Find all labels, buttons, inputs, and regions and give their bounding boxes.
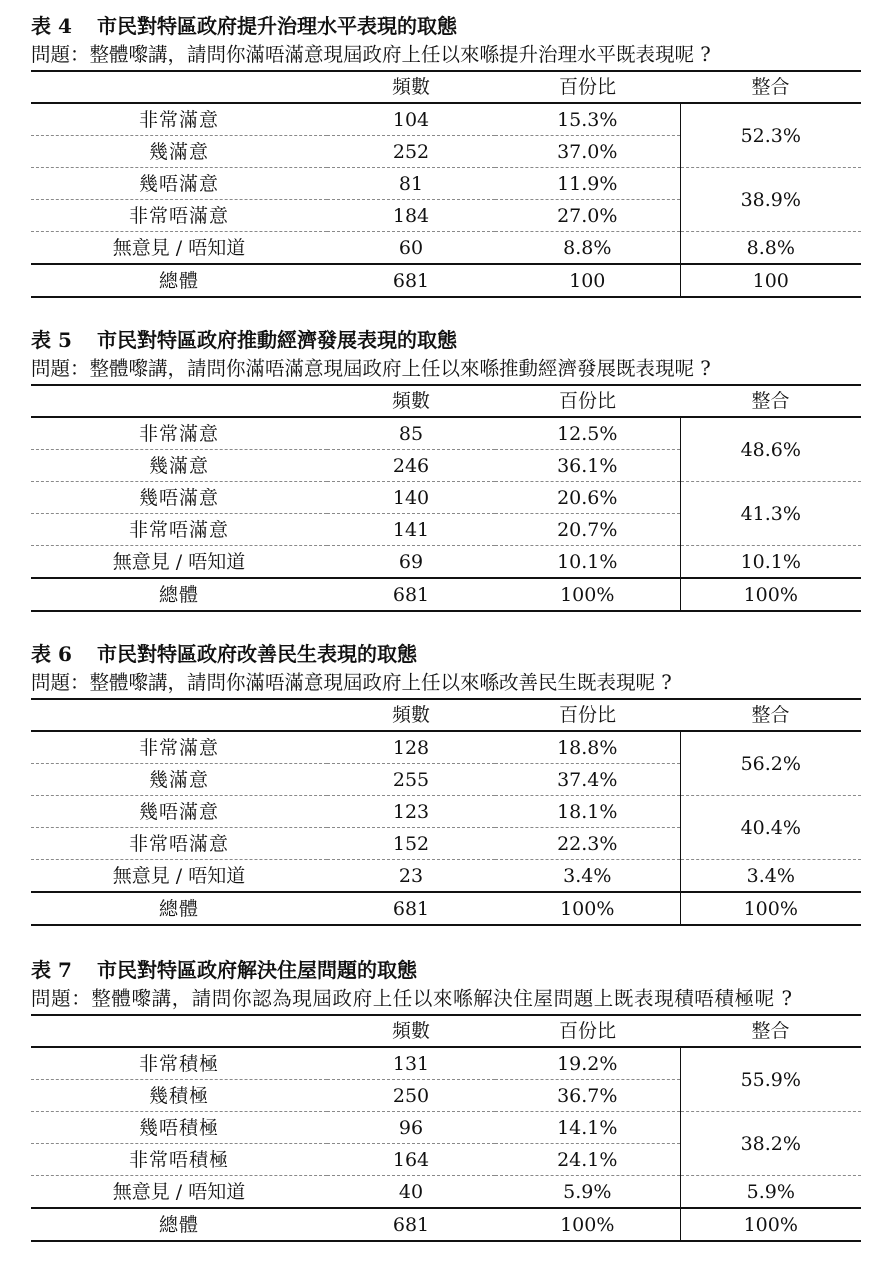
row-percentage: 8.8% [495, 232, 680, 265]
question-text: 問題：整體嚟講，請問你滿唔滿意現屆政府上任以來喺推動經濟發展既表現呢 ? [31, 357, 711, 380]
header-category [31, 71, 327, 103]
row-label: 幾唔滿意 [31, 482, 327, 514]
row-frequency: 255 [327, 764, 495, 796]
row-frequency: 184 [327, 200, 495, 232]
total-row [31, 1208, 861, 1241]
combined-dissatisfied: 41.3% [680, 482, 861, 546]
data-table [31, 698, 861, 926]
combined-satisfied: 56.2% [680, 731, 861, 796]
row-percentage: 12.5% [495, 417, 680, 450]
table-row [31, 1047, 861, 1080]
header-percentage: 百份比 [495, 385, 680, 417]
row-label: 非常滿意 [31, 731, 327, 764]
header-percentage: 百份比 [495, 71, 680, 103]
row-label: 非常積極 [31, 1047, 327, 1080]
table-row [31, 482, 861, 514]
row-frequency: 40 [327, 1176, 495, 1209]
row-percentage: 27.0% [495, 200, 680, 232]
table-number: 表 4 [31, 14, 72, 38]
row-frequency: 152 [327, 828, 495, 860]
total-frequency: 681 [327, 264, 495, 297]
question-text: 問題：整體嚟講，請問你滿唔滿意現屆政府上任以來喺提升治理水平既表現呢 ? [31, 43, 711, 66]
row-label: 非常唔滿意 [31, 828, 327, 860]
row-frequency: 252 [327, 136, 495, 168]
table-row [31, 417, 861, 450]
row-frequency: 250 [327, 1080, 495, 1112]
total-row [31, 892, 861, 925]
table-title-text: 市民對特區政府推動經濟發展表現的取態 [97, 328, 457, 352]
header-frequency: 頻數 [327, 385, 495, 417]
row-label: 非常滿意 [31, 103, 327, 136]
row-frequency: 140 [327, 482, 495, 514]
row-label: 非常唔積極 [31, 1144, 327, 1176]
table-title-text: 市民對特區政府提升治理水平表現的取態 [97, 14, 457, 38]
table-row [31, 103, 861, 136]
row-label: 幾滿意 [31, 450, 327, 482]
header-frequency: 頻數 [327, 71, 495, 103]
row-label: 無意見 / 唔知道 [31, 1176, 327, 1209]
header-row [31, 699, 861, 731]
table-6-section [31, 641, 861, 926]
row-label: 幾滿意 [31, 136, 327, 168]
row-frequency: 85 [327, 417, 495, 450]
table-7-section [31, 957, 861, 1242]
total-row [31, 264, 861, 297]
row-percentage: 20.7% [495, 514, 680, 546]
row-frequency: 60 [327, 232, 495, 265]
table-title [31, 957, 861, 983]
table-row [31, 860, 861, 893]
row-percentage: 36.7% [495, 1080, 680, 1112]
row-percentage: 24.1% [495, 1144, 680, 1176]
row-percentage: 20.6% [495, 482, 680, 514]
row-label: 無意見 / 唔知道 [31, 232, 327, 265]
table-row [31, 731, 861, 764]
data-table [31, 384, 861, 612]
table-title [31, 13, 861, 39]
row-percentage: 14.1% [495, 1112, 680, 1144]
row-frequency: 123 [327, 796, 495, 828]
total-frequency: 681 [327, 1208, 495, 1241]
question-text: 問題：整體嚟講，請問你認為現屆政府上任以來喺解決住屋問題上既表現積唔積極呢 ? [31, 987, 793, 1010]
row-percentage: 5.9% [495, 1176, 680, 1209]
total-combined: 100% [680, 578, 861, 611]
combined-positive: 55.9% [680, 1047, 861, 1112]
header-category [31, 699, 327, 731]
total-row [31, 578, 861, 611]
row-percentage: 37.4% [495, 764, 680, 796]
row-percentage: 36.1% [495, 450, 680, 482]
row-frequency: 164 [327, 1144, 495, 1176]
header-row [31, 71, 861, 103]
row-percentage: 19.2% [495, 1047, 680, 1080]
table-title-text: 市民對特區政府改善民生表現的取態 [97, 642, 417, 666]
combined-negative: 38.2% [680, 1112, 861, 1176]
table-row [31, 1176, 861, 1209]
combined-satisfied: 48.6% [680, 417, 861, 482]
header-combined: 整合 [680, 1015, 861, 1047]
total-label: 總體 [31, 892, 327, 925]
row-label: 幾唔滿意 [31, 168, 327, 200]
table-title [31, 641, 861, 667]
table-row [31, 546, 861, 579]
data-table [31, 1014, 861, 1242]
table-row [31, 1112, 861, 1144]
combined-no-opinion: 5.9% [680, 1176, 861, 1209]
total-frequency: 681 [327, 892, 495, 925]
header-percentage: 百份比 [495, 1015, 680, 1047]
row-label: 無意見 / 唔知道 [31, 860, 327, 893]
row-percentage: 10.1% [495, 546, 680, 579]
row-frequency: 81 [327, 168, 495, 200]
table-5-section [31, 327, 861, 612]
row-label: 非常唔滿意 [31, 200, 327, 232]
combined-no-opinion: 3.4% [680, 860, 861, 893]
row-frequency: 104 [327, 103, 495, 136]
row-frequency: 141 [327, 514, 495, 546]
total-percentage: 100% [495, 578, 680, 611]
header-combined: 整合 [680, 699, 861, 731]
total-combined: 100 [680, 264, 861, 297]
table-4-section [31, 13, 861, 298]
total-percentage: 100 [495, 264, 680, 297]
header-combined: 整合 [680, 71, 861, 103]
header-combined: 整合 [680, 385, 861, 417]
table-number: 表 6 [31, 642, 72, 666]
row-label: 無意見 / 唔知道 [31, 546, 327, 579]
row-label: 幾唔積極 [31, 1112, 327, 1144]
table-number: 表 7 [31, 958, 72, 982]
row-frequency: 131 [327, 1047, 495, 1080]
total-label: 總體 [31, 578, 327, 611]
row-frequency: 96 [327, 1112, 495, 1144]
row-percentage: 22.3% [495, 828, 680, 860]
combined-dissatisfied: 40.4% [680, 796, 861, 860]
combined-no-opinion: 8.8% [680, 232, 861, 265]
row-percentage: 11.9% [495, 168, 680, 200]
table-number: 表 5 [31, 328, 72, 352]
table-row [31, 232, 861, 265]
total-percentage: 100% [495, 1208, 680, 1241]
question-text: 問題：整體嚟講，請問你滿唔滿意現屆政府上任以來喺改善民生既表現呢 ? [31, 671, 672, 694]
row-percentage: 15.3% [495, 103, 680, 136]
row-percentage: 18.1% [495, 796, 680, 828]
row-frequency: 69 [327, 546, 495, 579]
row-percentage: 18.8% [495, 731, 680, 764]
header-category [31, 1015, 327, 1047]
row-label: 非常滿意 [31, 417, 327, 450]
total-combined: 100% [680, 892, 861, 925]
table-row [31, 168, 861, 200]
row-frequency: 23 [327, 860, 495, 893]
header-category [31, 385, 327, 417]
row-label: 幾積極 [31, 1080, 327, 1112]
combined-satisfied: 52.3% [680, 103, 861, 168]
data-table [31, 70, 861, 298]
combined-no-opinion: 10.1% [680, 546, 861, 579]
row-frequency: 246 [327, 450, 495, 482]
row-frequency: 128 [327, 731, 495, 764]
header-percentage: 百份比 [495, 699, 680, 731]
combined-dissatisfied: 38.9% [680, 168, 861, 232]
total-frequency: 681 [327, 578, 495, 611]
header-row [31, 1015, 861, 1047]
table-title [31, 327, 861, 353]
total-label: 總體 [31, 264, 327, 297]
header-frequency: 頻數 [327, 1015, 495, 1047]
total-combined: 100% [680, 1208, 861, 1241]
row-label: 非常唔滿意 [31, 514, 327, 546]
row-percentage: 37.0% [495, 136, 680, 168]
row-label: 幾唔滿意 [31, 796, 327, 828]
row-percentage: 3.4% [495, 860, 680, 893]
header-row [31, 385, 861, 417]
total-percentage: 100% [495, 892, 680, 925]
total-label: 總體 [31, 1208, 327, 1241]
table-row [31, 796, 861, 828]
header-frequency: 頻數 [327, 699, 495, 731]
row-label: 幾滿意 [31, 764, 327, 796]
table-title-text: 市民對特區政府解決住屋問題的取態 [97, 958, 417, 982]
